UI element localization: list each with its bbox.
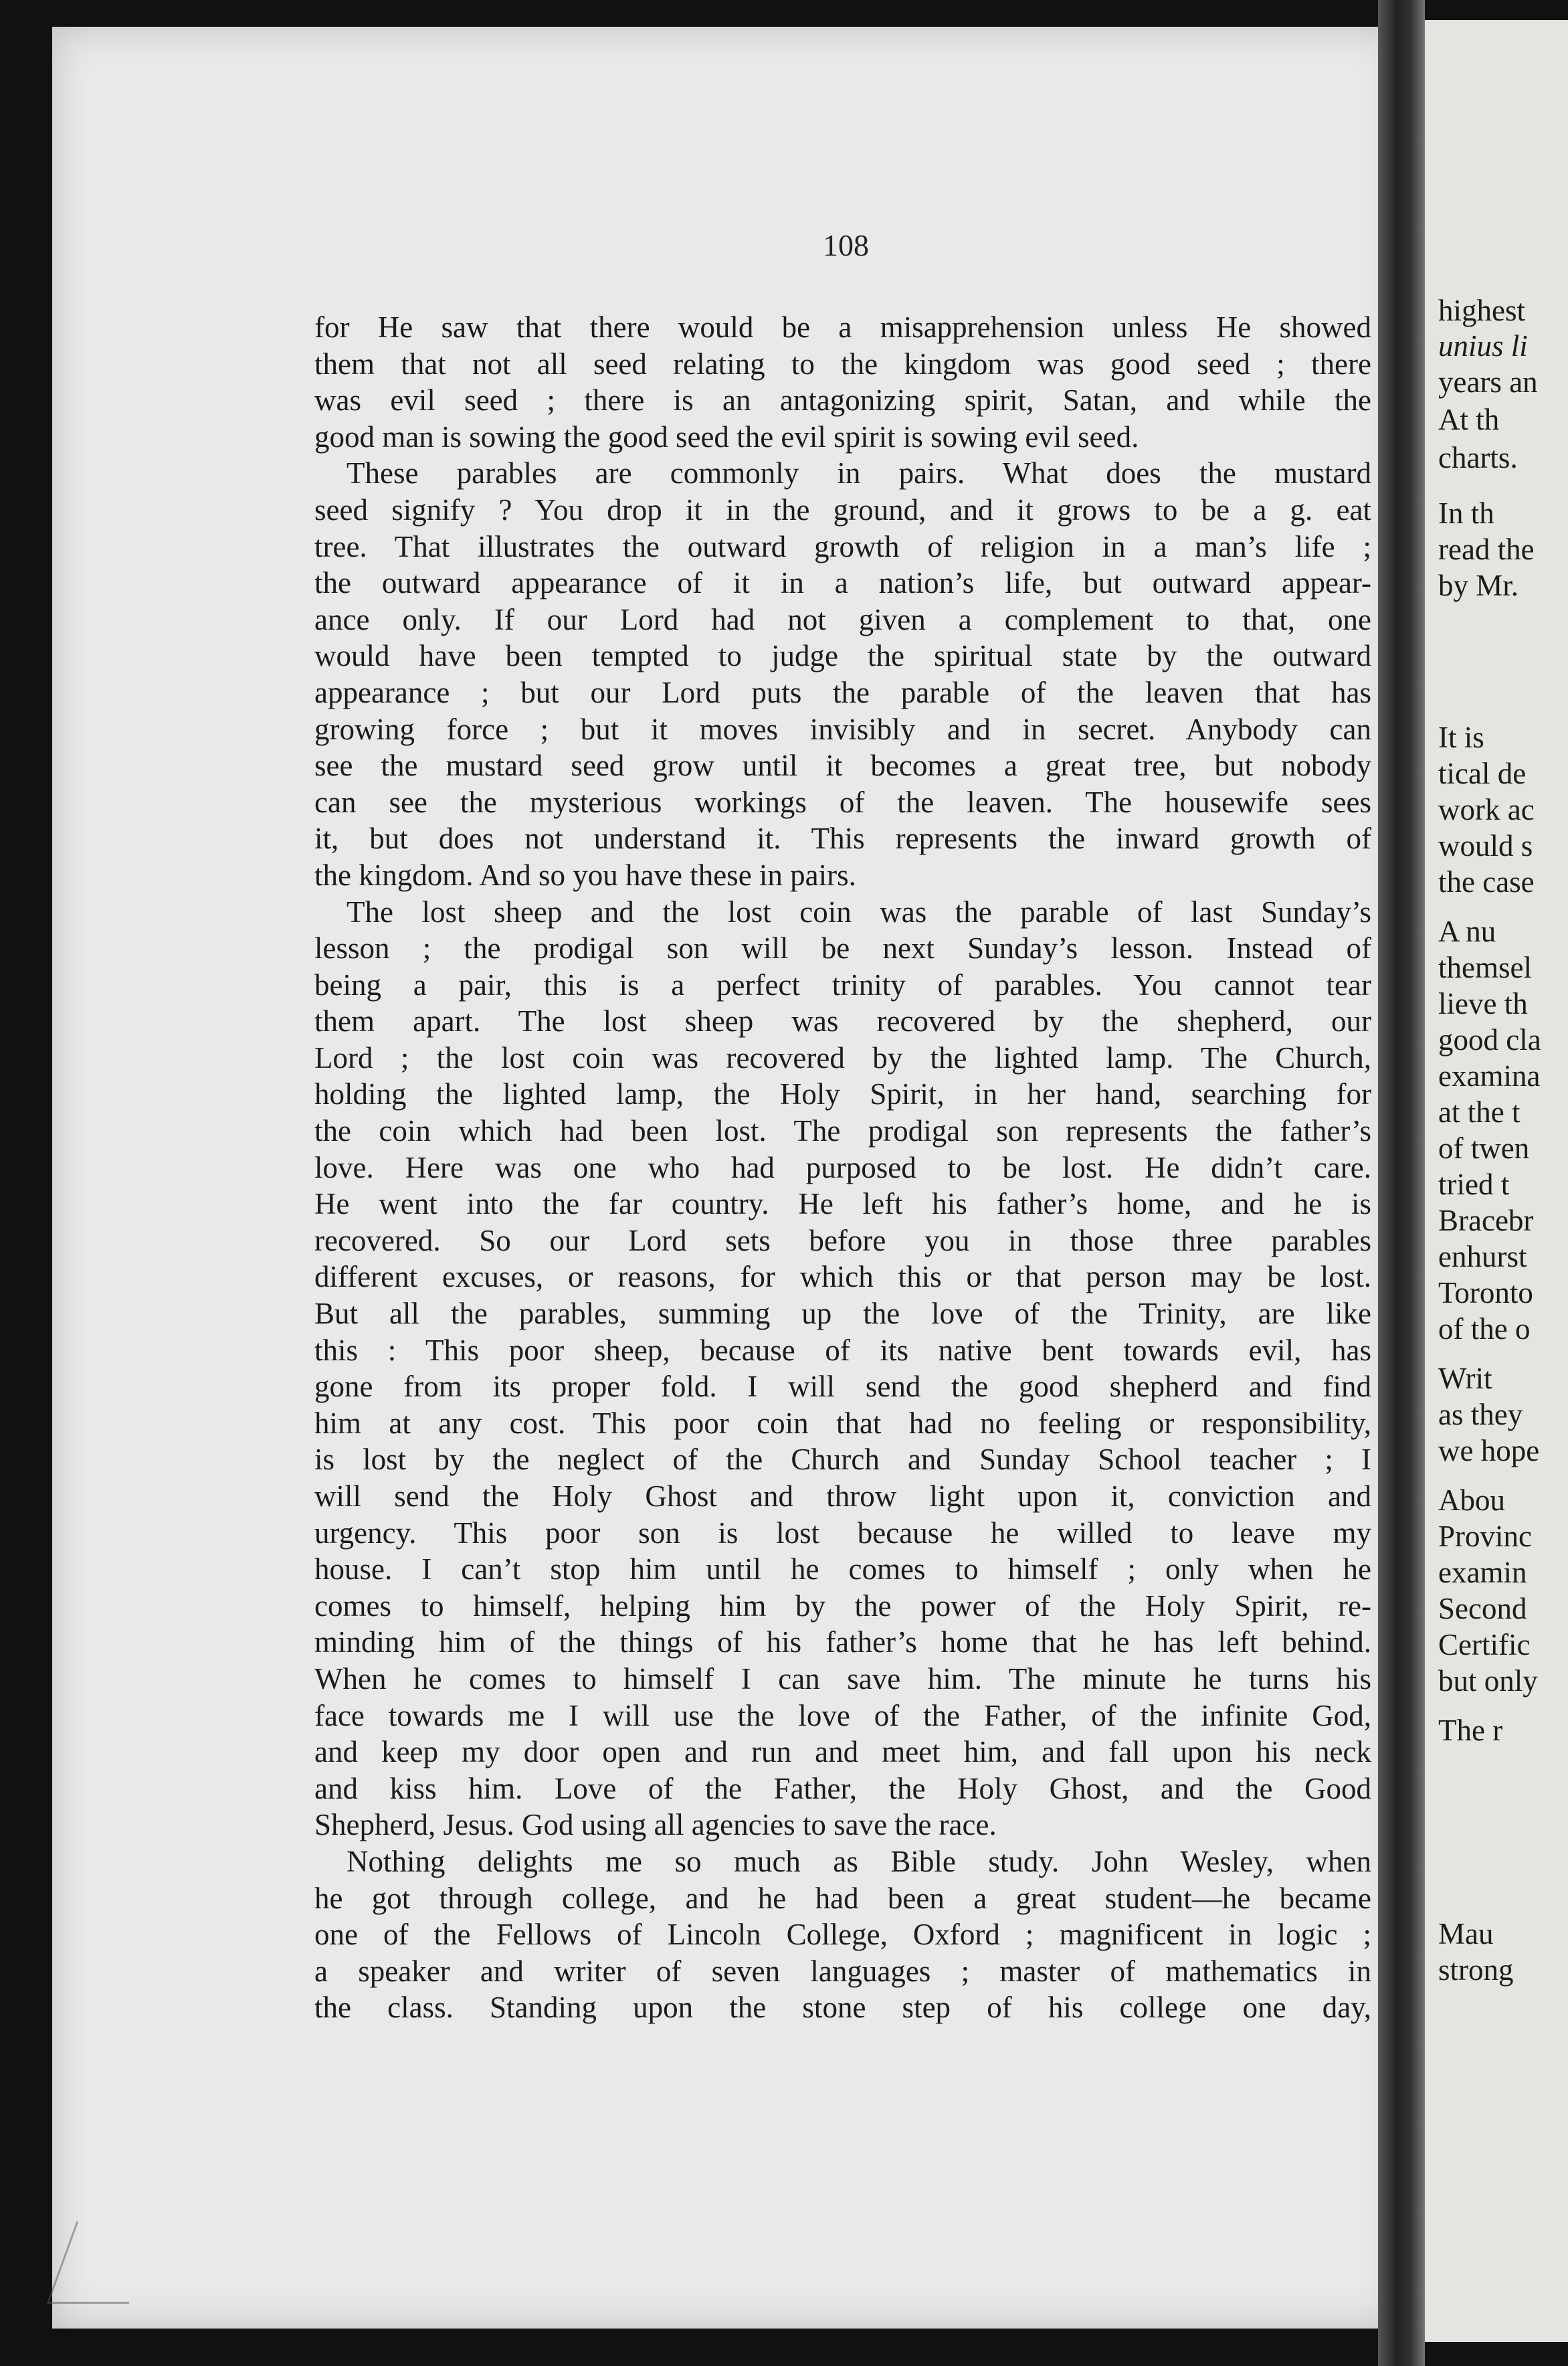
- text-line: holding the lighted lamp, the Holy Spirit, in her hand, searching for: [314, 1077, 1371, 1111]
- adjacent-text-fragment: unius li: [1438, 329, 1528, 363]
- adjacent-text-fragment: At th: [1438, 403, 1500, 436]
- text-line: These parables are commonly in pairs. What does the mustard: [347, 456, 1371, 490]
- page-number: 108: [823, 228, 869, 262]
- text-line: seed signify ? You drop it in the ground, and it grows to be a g. eat: [314, 492, 1371, 527]
- text-line: will send the Holy Ghost and throw light upon it, conviction and: [314, 1479, 1371, 1513]
- adjacent-text-fragment: In th: [1438, 496, 1494, 530]
- adjacent-text-fragment: charts.: [1438, 441, 1518, 474]
- text-line: being a pair, this is a perfect trinity of parables. You cannot tear: [314, 968, 1371, 1002]
- adjacent-text-fragment: we hope: [1438, 1434, 1540, 1467]
- text-line: one of the Fellows of Lincoln College, Oxford ; magnificent in logic ;: [314, 1918, 1371, 1952]
- text-line: house. I can’t stop him until he comes to himself ; only when he: [314, 1552, 1371, 1586]
- text-line: and keep my door open and run and meet him, and fall upon his neck: [314, 1735, 1371, 1769]
- text-line: ance only. If our Lord had not given a complement to that, one: [314, 602, 1371, 636]
- text-line: and kiss him. Love of the Father, the Holy Ghost, and the Good: [314, 1771, 1371, 1805]
- adjacent-text-fragment: work ac: [1438, 793, 1535, 826]
- text-line: Lord ; the lost coin was recovered by the lighted lamp. The Church,: [314, 1040, 1371, 1075]
- adjacent-text-fragment: examina: [1438, 1059, 1541, 1093]
- adjacent-page: [1425, 20, 1568, 2342]
- text-line: But all the parables, summing up the love of the Trinity, are like: [314, 1297, 1371, 1331]
- text-line: face towards me I will use the love of the Father, of the infinite God,: [314, 1698, 1371, 1732]
- text-line: the kingdom. And so you have these in pairs.: [314, 858, 856, 892]
- adjacent-text-fragment: as they: [1438, 1398, 1523, 1431]
- text-line: the outward appearance of it in a nation’s life, but outward appear-: [314, 566, 1371, 600]
- adjacent-text-fragment: tical de: [1438, 757, 1527, 790]
- text-line: he got through college, and he had been a great student—he became: [314, 1881, 1371, 1915]
- text-line: for He saw that there would be a misapprehension unless He showed: [314, 310, 1371, 344]
- adjacent-text-fragment: Bracebr: [1438, 1204, 1534, 1237]
- text-line: the class. Standing upon the stone step of his college one day,: [314, 1991, 1371, 2025]
- adjacent-text-fragment: good cla: [1438, 1023, 1541, 1057]
- adjacent-text-fragment: Writ: [1438, 1362, 1492, 1395]
- text-line: good man is sowing the good seed the evil spirit is sowing evil seed.: [314, 420, 1139, 454]
- adjacent-text-fragment: tried t: [1438, 1168, 1510, 1201]
- adjacent-text-fragment: enhurst: [1438, 1240, 1527, 1273]
- text-line: this : This poor sheep, because of its native bent towards evil, has: [314, 1333, 1371, 1367]
- text-line: it, but does not understand it. This represents the inward growth of: [314, 822, 1371, 856]
- text-line: is lost by the neglect of the Church and Sunday School teacher ; I: [314, 1443, 1371, 1477]
- text-line: recovered. So our Lord sets before you in those three parables: [314, 1223, 1371, 1257]
- text-line: a speaker and writer of seven languages ; master of mathematics in: [314, 1954, 1371, 1988]
- text-line: comes to himself, helping him by the power of the Holy Spirit, re-: [314, 1588, 1371, 1623]
- text-line: When he comes to himself I can save him. The minute he turns his: [314, 1661, 1371, 1696]
- text-line: Nothing delights me so much as Bible study. John Wesley, when: [347, 1844, 1371, 1878]
- adjacent-text-fragment: Certific: [1438, 1628, 1531, 1661]
- text-line: them that not all seed relating to the kingdom was good seed ; there: [314, 347, 1371, 381]
- adjacent-text-fragment: of twen: [1438, 1131, 1530, 1165]
- text-line: them apart. The lost sheep was recovered by the shepherd, our: [314, 1004, 1371, 1038]
- adjacent-text-fragment: Mau: [1438, 1917, 1494, 1950]
- adjacent-text-fragment: The r: [1438, 1714, 1503, 1747]
- text-line: The lost sheep and the lost coin was the parable of last Sunday’s: [347, 895, 1371, 929]
- adjacent-text-fragment: the case: [1438, 865, 1535, 899]
- body-text: [314, 309, 1371, 2026]
- adjacent-text-fragment: of the o: [1438, 1312, 1531, 1346]
- text-line: urgency. This poor son is lost because he willed to leave my: [314, 1516, 1371, 1550]
- text-line: gone from its proper fold. I will send the good shepherd and find: [314, 1370, 1371, 1404]
- text-line: minding him of the things of his father’s home that he has left behind.: [314, 1625, 1371, 1659]
- text-line: different excuses, or reasons, for which this or that person may be lost.: [314, 1260, 1371, 1294]
- text-line: lesson ; the prodigal son will be next Sunday’s lesson. Instead of: [314, 931, 1371, 966]
- text-line: the coin which had been lost. The prodigal son represents the father’s: [314, 1114, 1371, 1148]
- adjacent-text-fragment: examin: [1438, 1556, 1527, 1589]
- adjacent-text-fragment: highest: [1438, 294, 1525, 327]
- text-line: him at any cost. This poor coin that had no feeling or responsibility,: [314, 1406, 1371, 1440]
- text-line: can see the mysterious workings of the leaven. The housewife sees: [314, 785, 1371, 819]
- adjacent-text-fragment: A nu: [1438, 915, 1496, 948]
- text-line: was evil seed ; there is an antagonizing spirit, Satan, and while the: [314, 383, 1371, 418]
- book-gutter: [1378, 0, 1425, 2366]
- text-line: appearance ; but our Lord puts the parable of the leaven that has: [314, 675, 1371, 709]
- text-line: would have been tempted to judge the spiritual state by the outward: [314, 639, 1371, 673]
- adjacent-text-fragment: at the t: [1438, 1095, 1521, 1129]
- adjacent-text-fragment: years an: [1438, 365, 1538, 399]
- text-line: love. Here was one who had purposed to be lost. He didn’t care.: [314, 1150, 1371, 1184]
- text-line: tree. That illustrates the outward growth of religion in a man’s life ;: [314, 529, 1371, 563]
- adjacent-text-fragment: Abou: [1438, 1483, 1505, 1517]
- adjacent-text-fragment: read the: [1438, 533, 1535, 566]
- adjacent-text-fragment: Provinc: [1438, 1520, 1532, 1553]
- adjacent-text-fragment: by Mr.: [1438, 569, 1519, 602]
- adjacent-text-fragment: It is: [1438, 721, 1484, 754]
- text-line: growing force ; but it moves invisibly and in secret. Anybody can: [314, 712, 1371, 746]
- adjacent-text-fragment: themsel: [1438, 951, 1532, 984]
- adjacent-text-fragment: Toronto: [1438, 1276, 1533, 1309]
- text-line: Shepherd, Jesus. God using all agencies to save the race.: [314, 1808, 997, 1842]
- text-line: see the mustard seed grow until it becomes a great tree, but nobody: [314, 749, 1371, 783]
- adjacent-text-fragment: Second: [1438, 1592, 1527, 1625]
- adjacent-text-fragment: would s: [1438, 829, 1533, 862]
- adjacent-text-fragment: strong: [1438, 1953, 1514, 1987]
- adjacent-text-fragment: but only: [1438, 1664, 1538, 1698]
- adjacent-text-fragment: lieve th: [1438, 987, 1528, 1020]
- text-line: He went into the far country. He left his father’s home, and he is: [314, 1187, 1371, 1221]
